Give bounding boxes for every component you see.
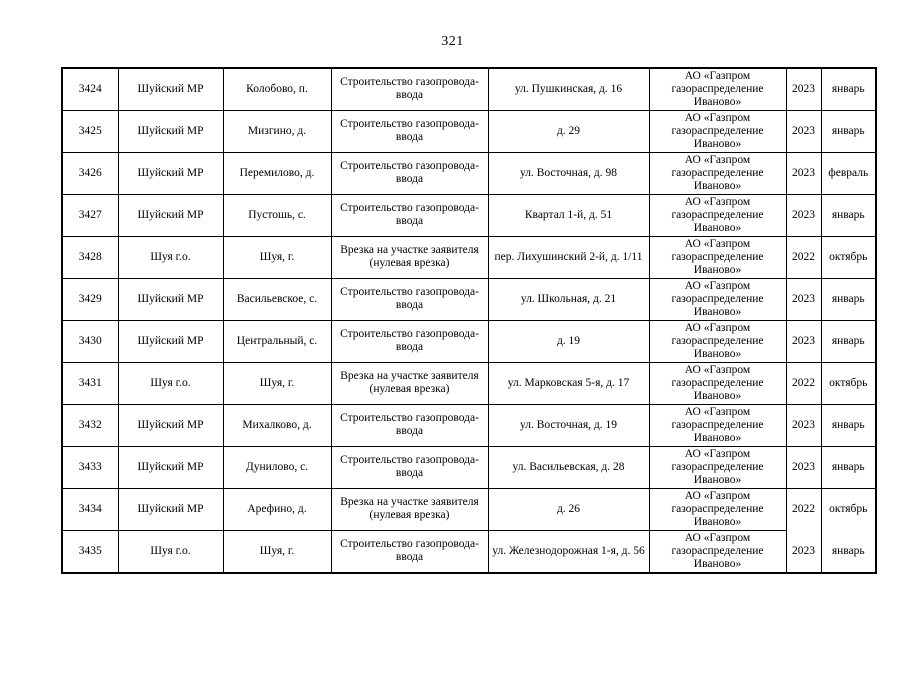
cell-year: 2023 xyxy=(786,152,821,194)
cell-work-type: Строительство газопровода-ввода xyxy=(331,152,488,194)
cell-work-type: Строительство газопровода-ввода xyxy=(331,68,488,110)
table-row xyxy=(62,110,876,152)
cell-organization: АО «Газпром газораспределение Иваново» xyxy=(649,488,786,530)
cell-year: 2023 xyxy=(786,320,821,362)
cell-row-number: 3433 xyxy=(62,446,118,488)
cell-row-number: 3432 xyxy=(62,404,118,446)
cell-organization: АО «Газпром газораспределение Иваново» xyxy=(649,446,786,488)
table-row xyxy=(62,236,876,278)
cell-month: февраль xyxy=(821,152,876,194)
cell-year: 2023 xyxy=(786,530,821,572)
cell-address: д. 19 xyxy=(488,320,649,362)
cell-district: Шуя г.о. xyxy=(118,236,223,278)
cell-year: 2022 xyxy=(786,488,821,530)
cell-address: ул. Восточная, д. 19 xyxy=(488,404,649,446)
cell-year: 2023 xyxy=(786,110,821,152)
cell-organization: АО «Газпром газораспределение Иваново» xyxy=(649,362,786,404)
cell-work-type: Строительство газопровода-ввода xyxy=(331,320,488,362)
cell-settlement: Шуя, г. xyxy=(223,362,331,404)
cell-settlement: Шуя, г. xyxy=(223,236,331,278)
cell-month: январь xyxy=(821,278,876,320)
cell-row-number: 3435 xyxy=(62,530,118,572)
cell-organization: АО «Газпром газораспределение Иваново» xyxy=(649,110,786,152)
cell-month: октябрь xyxy=(821,362,876,404)
cell-row-number: 3430 xyxy=(62,320,118,362)
cell-work-type: Врезка на участке заявителя (нулевая врезка) xyxy=(331,236,488,278)
cell-work-type: Строительство газопровода-ввода xyxy=(331,110,488,152)
cell-row-number: 3428 xyxy=(62,236,118,278)
cell-organization: АО «Газпром газораспределение Иваново» xyxy=(649,530,786,572)
cell-month: январь xyxy=(821,320,876,362)
cell-address: ул. Васильевская, д. 28 xyxy=(488,446,649,488)
cell-work-type: Врезка на участке заявителя (нулевая врезка) xyxy=(331,488,488,530)
cell-district: Шуйский МР xyxy=(118,152,223,194)
cell-address: ул. Школьная, д. 21 xyxy=(488,278,649,320)
cell-year: 2023 xyxy=(786,194,821,236)
cell-district: Шуйский МР xyxy=(118,488,223,530)
table-row xyxy=(62,68,876,110)
cell-district: Шуйский МР xyxy=(118,446,223,488)
page-number: 321 xyxy=(441,34,464,49)
cell-year: 2023 xyxy=(786,404,821,446)
cell-year: 2022 xyxy=(786,362,821,404)
cell-address: д. 29 xyxy=(488,110,649,152)
cell-month: январь xyxy=(821,530,876,572)
cell-work-type: Строительство газопровода-ввода xyxy=(331,278,488,320)
cell-organization: АО «Газпром газораспределение Иваново» xyxy=(649,320,786,362)
cell-month: октябрь xyxy=(821,236,876,278)
cell-organization: АО «Газпром газораспределение Иваново» xyxy=(649,152,786,194)
cell-address: ул. Пушкинская, д. 16 xyxy=(488,68,649,110)
cell-district: Шуйский МР xyxy=(118,320,223,362)
cell-work-type: Врезка на участке заявителя (нулевая врезка) xyxy=(331,362,488,404)
table-row xyxy=(62,152,876,194)
cell-year: 2023 xyxy=(786,278,821,320)
cell-month: январь xyxy=(821,404,876,446)
cell-district: Шуйский МР xyxy=(118,404,223,446)
cell-year: 2023 xyxy=(786,446,821,488)
cell-settlement: Колобово, п. xyxy=(223,68,331,110)
cell-address: д. 26 xyxy=(488,488,649,530)
cell-organization: АО «Газпром газораспределение Иваново» xyxy=(649,194,786,236)
cell-row-number: 3425 xyxy=(62,110,118,152)
cell-settlement: Михалково, д. xyxy=(223,404,331,446)
cell-row-number: 3434 xyxy=(62,488,118,530)
cell-address: ул. Марковская 5-я, д. 17 xyxy=(488,362,649,404)
document-page xyxy=(0,33,905,574)
cell-work-type: Строительство газопровода-ввода xyxy=(331,194,488,236)
cell-month: январь xyxy=(821,446,876,488)
cell-organization: АО «Газпром газораспределение Иваново» xyxy=(649,278,786,320)
table-row xyxy=(62,488,876,530)
cell-settlement: Арефино, д. xyxy=(223,488,331,530)
cell-settlement: Перемилово, д. xyxy=(223,152,331,194)
cell-month: октябрь xyxy=(821,488,876,530)
cell-settlement: Центральный, с. xyxy=(223,320,331,362)
table-row xyxy=(62,362,876,404)
cell-settlement: Дунилово, с. xyxy=(223,446,331,488)
cell-district: Шуя г.о. xyxy=(118,362,223,404)
cell-year: 2022 xyxy=(786,236,821,278)
cell-row-number: 3427 xyxy=(62,194,118,236)
table-row xyxy=(62,278,876,320)
cell-row-number: 3429 xyxy=(62,278,118,320)
cell-district: Шуйский МР xyxy=(118,68,223,110)
cell-settlement: Васильевское, с. xyxy=(223,278,331,320)
table-body xyxy=(62,68,876,573)
cell-settlement: Шуя, г. xyxy=(223,530,331,572)
cell-settlement: Мизгино, д. xyxy=(223,110,331,152)
cell-address: Квартал 1-й, д. 51 xyxy=(488,194,649,236)
cell-year: 2023 xyxy=(786,68,821,110)
cell-month: январь xyxy=(821,110,876,152)
table-row xyxy=(62,446,876,488)
cell-work-type: Строительство газопровода-ввода xyxy=(331,530,488,572)
cell-work-type: Строительство газопровода-ввода xyxy=(331,404,488,446)
cell-row-number: 3424 xyxy=(62,68,118,110)
table-row xyxy=(62,194,876,236)
cell-row-number: 3426 xyxy=(62,152,118,194)
cell-district: Шуйский МР xyxy=(118,110,223,152)
table-row xyxy=(62,530,876,572)
cell-address: пер. Лихушинский 2-й, д. 1/11 xyxy=(488,236,649,278)
cell-district: Шуйский МР xyxy=(118,194,223,236)
gas-connections-table xyxy=(61,67,877,574)
cell-organization: АО «Газпром газораспределение Иваново» xyxy=(649,404,786,446)
cell-organization: АО «Газпром газораспределение Иваново» xyxy=(649,236,786,278)
cell-district: Шуя г.о. xyxy=(118,530,223,572)
cell-address: ул. Восточная, д. 98 xyxy=(488,152,649,194)
cell-settlement: Пустошь, с. xyxy=(223,194,331,236)
cell-district: Шуйский МР xyxy=(118,278,223,320)
cell-address: ул. Железнодорожная 1-я, д. 56 xyxy=(488,530,649,572)
table-row xyxy=(62,404,876,446)
cell-organization: АО «Газпром газораспределение Иваново» xyxy=(649,68,786,110)
cell-month: январь xyxy=(821,194,876,236)
cell-work-type: Строительство газопровода-ввода xyxy=(331,446,488,488)
cell-month: январь xyxy=(821,68,876,110)
cell-row-number: 3431 xyxy=(62,362,118,404)
table-row xyxy=(62,320,876,362)
